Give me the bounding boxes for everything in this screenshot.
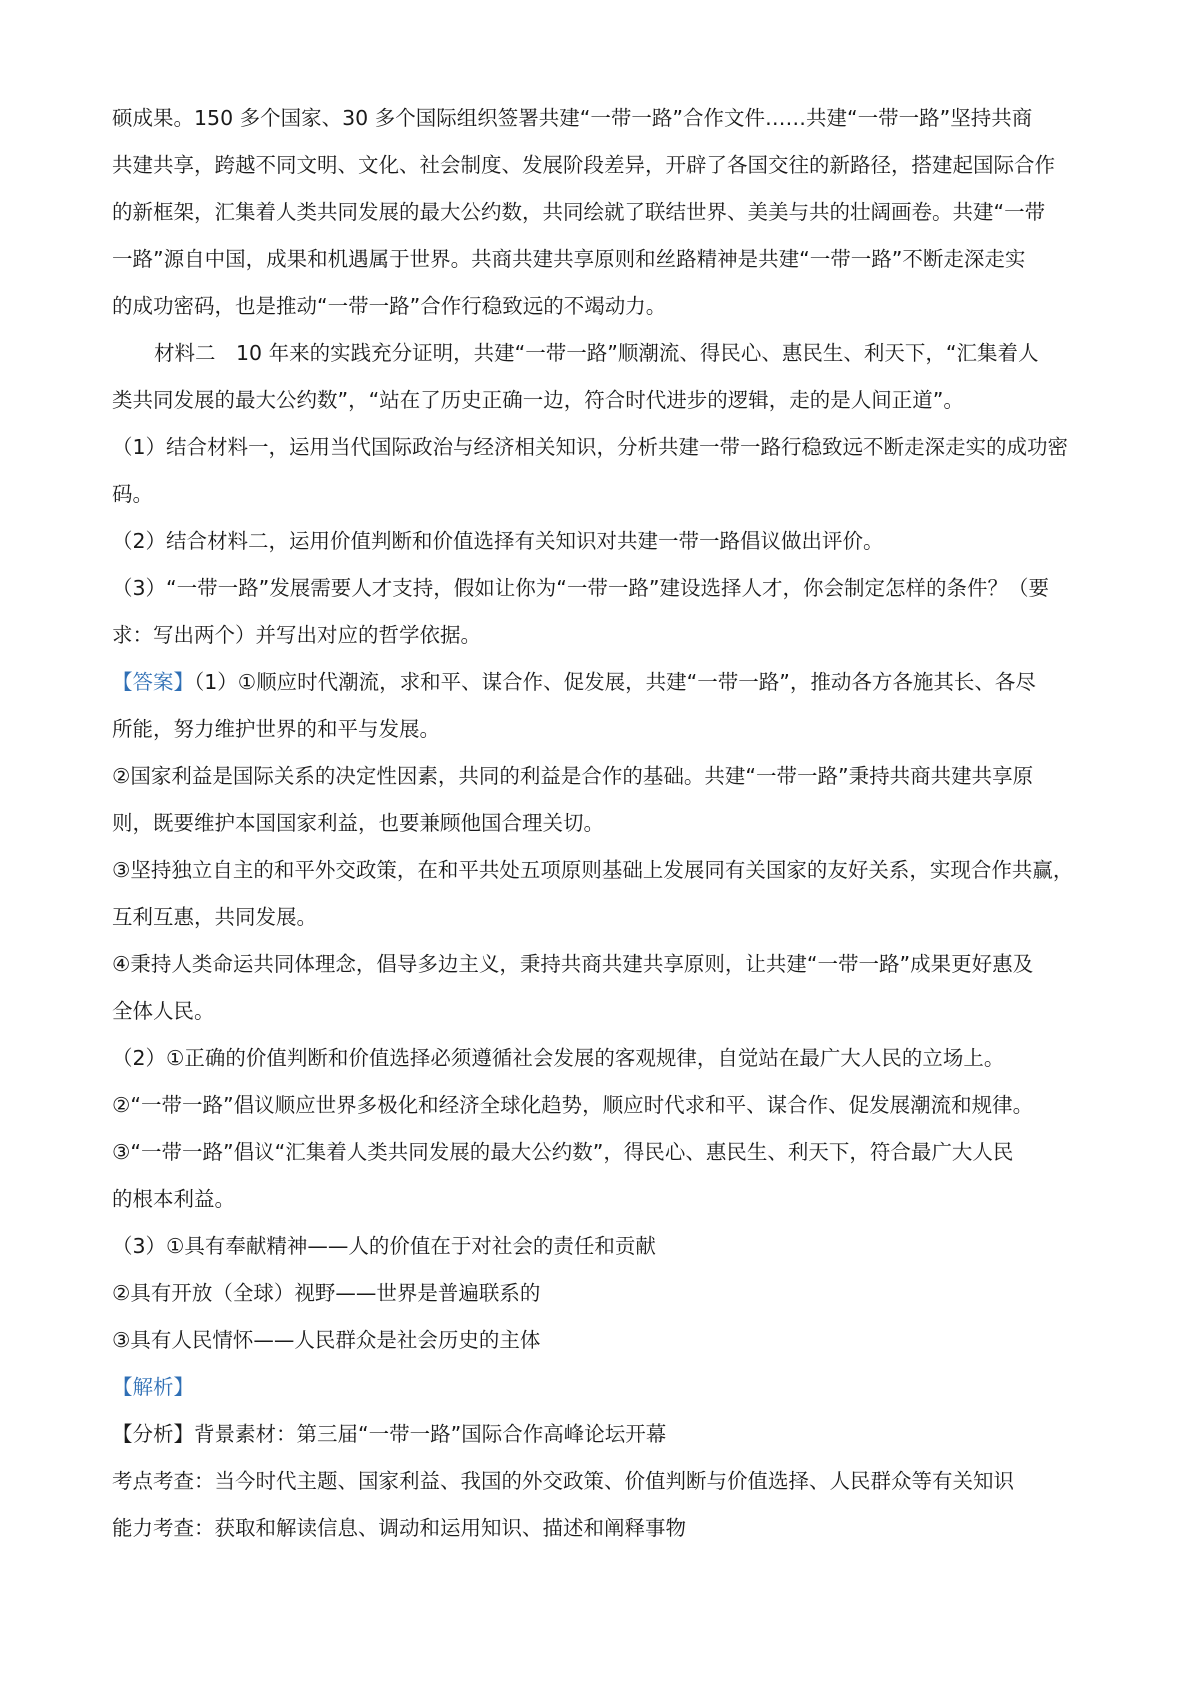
text-line: 一路”源自中国，成果和机遇属于世界。共商共建共享原则和丝路精神是共建“一带一路”不断走深走实 [112,247,1026,271]
analysis-line: 能力考查：获取和解读信息、调动和运用知识、描述和阐释事物 [112,1516,686,1540]
answer-line: 所能，努力维护世界的和平与发展。 [112,717,440,741]
analysis-line: 【分析】背景素材：第三届“一带一路”国际合作高峰论坛开幕 [112,1422,667,1446]
text-line: 的成功密码，也是推动“一带一路”合作行稳致远的不竭动力。 [112,294,667,318]
answer-line: ④秉持人类命运共同体理念，倡导多边主义，秉持共商共建共享原则，让共建“一带一路”成果更好惠及 [112,952,1034,976]
material1-tail [112,95,1102,330]
text-line: 硕成果。150 多个国家、30 多个国际组织签署共建“一带一路”合作文件……共建“一带一路”坚持共商 [112,106,1033,130]
question-line: （3）“一带一路”发展需要人才支持，假如让你为“一带一路”建设选择人才，你会制定怎样的条件？（要 [112,576,1050,600]
answer-line: 的根本利益。 [112,1187,235,1211]
text-line: 的新框架，汇集着人类共同发展的最大公约数，共同绘就了联结世界、美美与共的壮阔画卷。共建“一带 [112,200,1046,224]
document-page [112,95,1102,1552]
question-line: （2）结合材料二，运用价值判断和价值选择有关知识对共建一带一路倡议做出评价。 [112,529,884,553]
answer-line: ③具有人民情怀——人民群众是社会历史的主体 [112,1328,541,1352]
analysis-line: 考点考查：当今时代主题、国家利益、我国的外交政策、价值判断与价值选择、人民群众等有关知识 [112,1469,1014,1493]
answer-line: 互利互惠，共同发展。 [112,905,317,929]
answer-tag: 【答案】 [112,670,194,694]
answer-line: ③坚持独立自主的和平外交政策，在和平共处五项原则基础上发展同有关国家的友好关系，实现合作共赢， [112,858,1074,882]
question-line: （1）结合材料一，运用当代国际政治与经济相关知识，分析共建一带一路行稳致远不断走深走实的成功密 [112,435,1069,459]
answer-line: （3）①具有奉献精神——人的价值在于对社会的责任和贡献 [112,1234,656,1258]
questions [112,424,1102,659]
text-line: 材料二 10 年来的实践充分证明，共建“一带一路”顺潮流、得民心、惠民生、利天下，“汇集着人 [154,341,1039,365]
answer-line: 全体人民。 [112,999,215,1023]
answer-line: ②“一带一路”倡议顺应世界多极化和经济全球化趋势，顺应时代求和平、谋合作、促发展潮流和规律。 [112,1093,1034,1117]
question-line: 求：写出两个）并写出对应的哲学依据。 [112,623,481,647]
answer-section [112,659,1102,1364]
question-line: 码。 [112,482,153,506]
answer-line: ③“一带一路”倡议“汇集着人类共同发展的最大公约数”，得民心、惠民生、利天下，符合最广大人民 [112,1140,1014,1164]
answer-first-line [112,659,1102,706]
analysis-tag: 【解析】 [112,1375,194,1399]
material2 [112,330,1102,424]
answer-line: 则，既要维护本国国家利益，也要兼顾他国合理关切。 [112,811,604,835]
answer-line: （2）①正确的价值判断和价值选择必须遵循社会发展的客观规律，自觉站在最广大人民的立场上。 [112,1046,1005,1070]
text-line: 类共同发展的最大公约数”，“站在了历史正确一边，符合时代进步的逻辑，走的是人间正道”。 [112,388,964,412]
answer-line: ②具有开放（全球）视野——世界是普遍联系的 [112,1281,541,1305]
text-line: 共建共享，跨越不同文明、文化、社会制度、发展阶段差异，开辟了各国交往的新路径，搭建起国际合作 [112,153,1055,177]
answer-text: （1）①顺应时代潮流，求和平、谋合作、促发展，共建“一带一路”，推动各方各施其长、各尽 [194,670,1036,694]
analysis-section [112,1364,1102,1552]
answer-line: ②国家利益是国际关系的决定性因素，共同的利益是合作的基础。共建“一带一路”秉持共商共建共享原 [112,764,1034,788]
